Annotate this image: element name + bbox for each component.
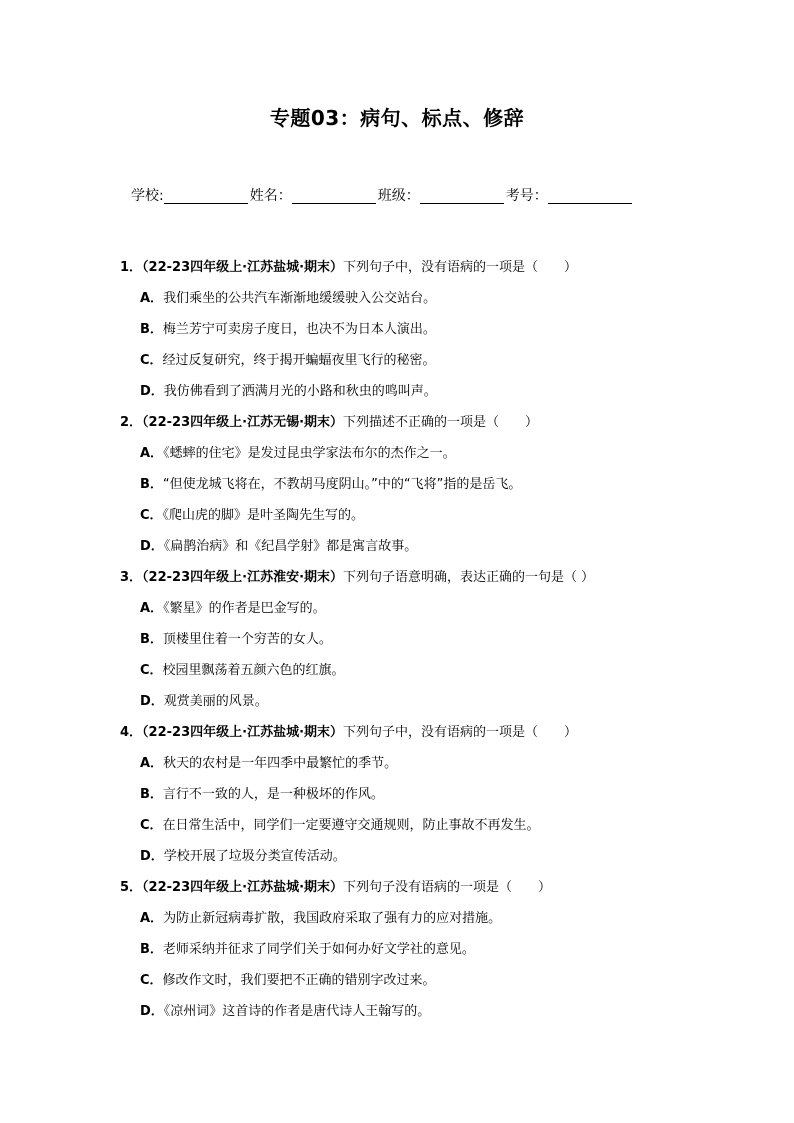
option-text: 秋天的农村是一年四季中最繁忙的季节。	[163, 756, 398, 771]
option-c	[120, 816, 720, 847]
option-text: 我仿佛看到了洒满月光的小路和秋虫的鸣叫声。	[163, 384, 437, 399]
exam-number-label: 考号：	[505, 188, 548, 204]
question-stem	[120, 568, 720, 599]
question-stem	[120, 258, 720, 289]
school-blank[interactable]	[164, 187, 248, 204]
option-letter: C．	[140, 818, 163, 833]
option-b	[120, 785, 720, 816]
option-a	[120, 289, 720, 320]
option-letter: B．	[140, 632, 163, 647]
question-text: 下列描述不正确的一项是（ ）	[343, 415, 539, 430]
option-letter: D．	[140, 694, 164, 709]
option-letter: D．	[140, 1004, 164, 1019]
option-text: 《繁星》的作者是巴金写的。	[163, 601, 326, 616]
option-text: 经过反复研究，终于揭开蝙蝠夜里飞行的秘密。	[162, 353, 436, 368]
option-b	[120, 630, 720, 661]
option-letter: B．	[140, 477, 163, 492]
option-text: 梅兰芳宁可卖房子度日，也决不为日本人演出。	[162, 322, 436, 337]
option-text: 《凉州词》这首诗的作者是唐代诗人王翰写的。	[163, 1004, 431, 1019]
question-text: 下列句子中，没有语病的一项是（ ）	[343, 260, 578, 275]
question-text: 下列句子中，没有语病的一项是（ ）	[343, 725, 578, 740]
question-number: 5．	[120, 880, 143, 895]
school-label: 学校:	[131, 188, 164, 204]
option-text: 我们乘坐的公共汽车渐渐地缓缓驶入公交站台。	[163, 291, 437, 306]
option-text: 老师采纳并征求了同学们关于如何办好文学社的意见。	[162, 942, 475, 957]
option-text: 校园里飘荡着五颜六色的红旗。	[162, 663, 345, 678]
option-letter: A．	[140, 446, 164, 461]
option-letter: C．	[140, 663, 163, 678]
option-c	[120, 661, 720, 692]
question-number: 4．	[120, 725, 143, 740]
option-letter: C．	[140, 973, 163, 988]
option-d	[120, 382, 720, 413]
question-list	[120, 258, 720, 1033]
question-text: 下列句子语意明确，表达正确的一句是（ ）	[343, 570, 595, 585]
name-blank[interactable]	[292, 187, 376, 204]
option-c	[120, 971, 720, 1002]
question-3	[120, 568, 720, 723]
question-source: （22-23四年级上·江苏盐城·期末）	[142, 880, 344, 895]
option-text: 在日常生活中，同学们一定要遵守交通规则，防止事故不再发生。	[162, 818, 540, 833]
option-b	[120, 475, 720, 506]
option-a	[120, 599, 720, 630]
name-label: 姓名：	[249, 188, 292, 204]
option-a	[120, 909, 720, 940]
option-c	[120, 506, 720, 537]
option-text: 修改作文时，我们要把不正确的错别字改过来。	[162, 973, 436, 988]
option-b	[120, 320, 720, 351]
option-text: 顶楼里住着一个穷苦的女人。	[162, 632, 332, 647]
question-number: 2．	[120, 415, 143, 430]
student-info-line	[131, 186, 634, 206]
option-text: 学校开展了垃圾分类宣传活动。	[163, 849, 346, 864]
question-number: 1．	[120, 260, 143, 275]
option-a	[120, 754, 720, 785]
option-d	[120, 537, 720, 568]
option-letter: A．	[140, 911, 164, 926]
option-text: 观赏美丽的风景。	[163, 694, 268, 709]
page-title: 专题03：病句、标点、修辞	[269, 106, 525, 130]
question-1	[120, 258, 720, 413]
question-source: （22-23四年级上·江苏无锡·期末）	[142, 415, 344, 430]
question-source: （22-23四年级上·江苏盐城·期末）	[142, 725, 344, 740]
option-b	[120, 940, 720, 971]
option-letter: B．	[140, 787, 163, 802]
question-text: 下列句子没有语病的一项是（ ）	[343, 880, 552, 895]
question-4	[120, 723, 720, 878]
question-stem	[120, 878, 720, 909]
option-a	[120, 444, 720, 475]
option-letter: B．	[140, 322, 163, 337]
option-letter: C．	[140, 508, 163, 523]
question-number: 3．	[120, 570, 143, 585]
question-stem	[120, 413, 720, 444]
question-stem	[120, 723, 720, 754]
class-blank[interactable]	[420, 187, 504, 204]
option-d	[120, 692, 720, 723]
class-label: 班级：	[377, 188, 420, 204]
option-letter: A．	[140, 291, 164, 306]
question-source: （22-23四年级上·江苏淮安·期末）	[142, 570, 344, 585]
option-letter: A．	[140, 756, 164, 771]
option-text: 为防止新冠病毒扩散，我国政府采取了强有力的应对措施。	[163, 911, 502, 926]
option-d	[120, 1002, 720, 1033]
question-2	[120, 413, 720, 568]
option-d	[120, 847, 720, 878]
option-text: 言行不一致的人，是一种极坏的作风。	[162, 787, 384, 802]
option-text: “但使龙城飞将在，不教胡马度阴山。”中的“飞将”指的是岳飞。	[162, 477, 522, 492]
option-letter: A．	[140, 601, 164, 616]
exam-number-blank[interactable]	[548, 187, 632, 204]
option-letter: B．	[140, 942, 163, 957]
question-source: （22-23四年级上·江苏盐城·期末）	[142, 260, 344, 275]
option-c	[120, 351, 720, 382]
option-letter: D．	[140, 384, 164, 399]
option-letter: D．	[140, 539, 164, 554]
option-text: 《扁鹊治病》和《纪昌学射》都是寓言故事。	[163, 539, 418, 554]
option-letter: D．	[140, 849, 164, 864]
question-5	[120, 878, 720, 1033]
option-text: 《蟋蟀的住宅》是发过昆虫学家法布尔的杰作之一。	[163, 446, 456, 461]
option-letter: C．	[140, 353, 163, 368]
option-text: 《爬山虎的脚》是叶圣陶先生写的。	[162, 508, 365, 523]
